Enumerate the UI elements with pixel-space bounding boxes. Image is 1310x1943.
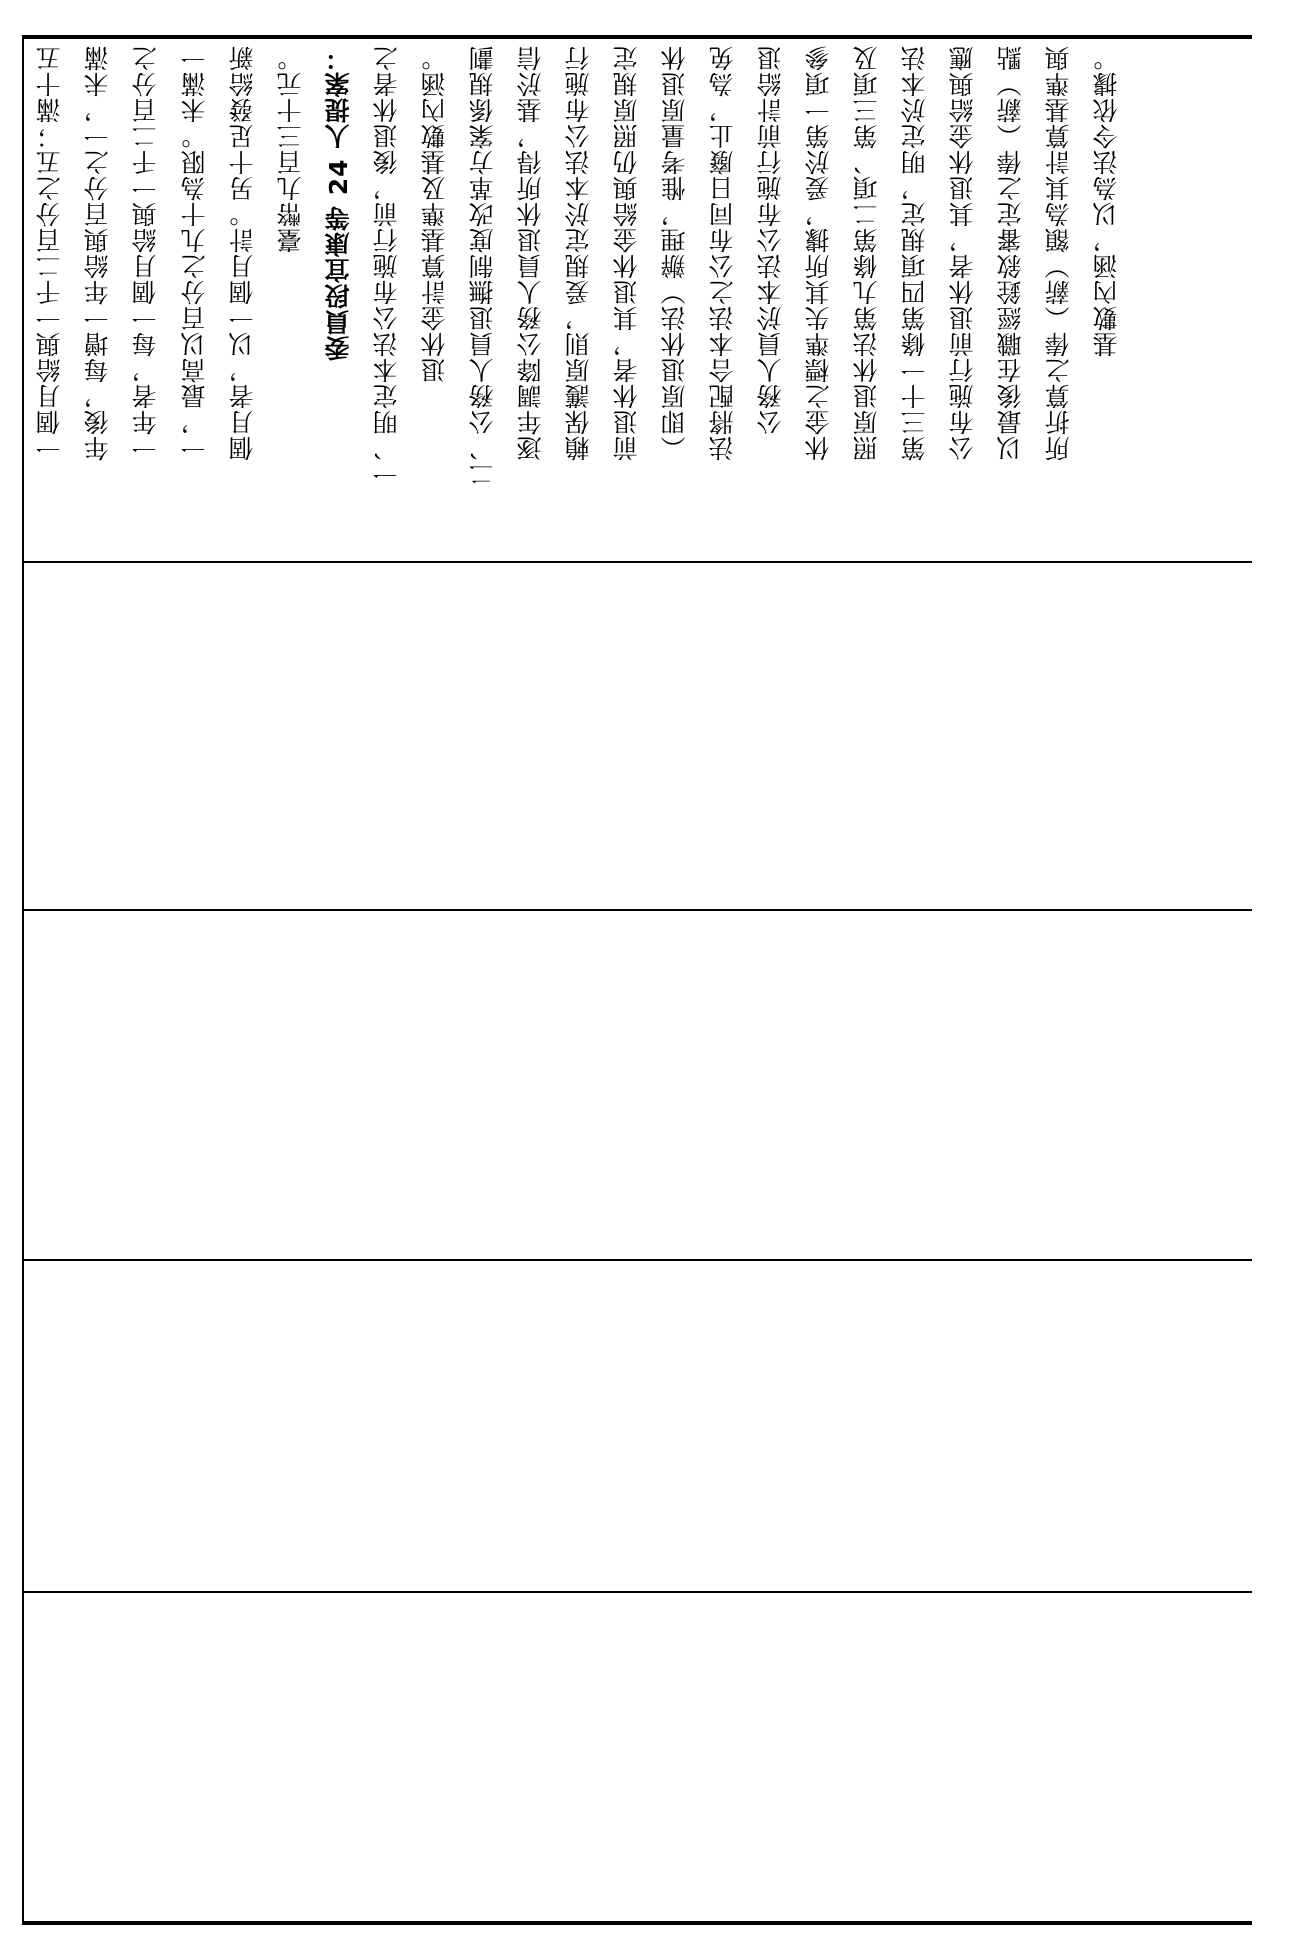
- text-column: 公務人員於本法公布施行前計給退: [756, 45, 785, 435]
- text-column: 退休金計算基準及基數內涵。: [420, 45, 449, 383]
- text-column: 前退休者，其退休金給與仍照原規定: [612, 45, 641, 461]
- table-bottom-border: [22, 1921, 1252, 1925]
- text-column: 逐年調降公務人員退休所得，基於信: [516, 45, 545, 461]
- table-top-border: [22, 35, 1252, 39]
- text-column: 法將配合本法之公布同日廢止，為免: [708, 45, 737, 461]
- text-column: 休金之標準失其所據，爰於第一項參: [804, 45, 833, 461]
- text-column: 一個月給與一千二百分之五；滿十五: [35, 45, 64, 461]
- text-column: 基數內涵，以為法令依據。: [1092, 45, 1121, 357]
- text-column: 臺幣九百三十元。: [276, 45, 305, 253]
- text-column: 以最後在職經銓敘審定之俸（薪）點: [996, 45, 1025, 461]
- row-divider: [22, 1591, 1252, 1593]
- text-column: 一年者，每一個月給與一千二百分之: [131, 45, 160, 461]
- text-column: 年後，每增一年給與百分之一，未滿: [83, 45, 112, 461]
- table-left-border: [22, 35, 24, 1925]
- row-divider: [22, 909, 1252, 911]
- text-column: 第三十一條第四項規定，明定於本法: [900, 45, 929, 461]
- text-column: 賴保護原則，爰規定於本法公布施行: [564, 45, 593, 461]
- text-column: 二、公務人員退撫制度改革方案係規劃: [468, 45, 497, 487]
- row-divider: [22, 1259, 1252, 1261]
- text-column: 公布施行前退休者，其退休金給與應: [948, 45, 977, 461]
- text-column: 一，最高以百分之九十為限。未滿一: [180, 45, 209, 461]
- text-column: 個月者，以一個月計。另十足發給新: [228, 45, 257, 461]
- text-column: 所折算之俸（薪）額為其計算基準與: [1044, 45, 1073, 461]
- text-column: 一、明定本法公布施行前，後退休者之: [372, 45, 401, 487]
- text-column: 照原退休法第九條第二項、第三項及: [852, 45, 881, 461]
- text-column: （即原退休法）辦理，惟考量原退休: [660, 45, 689, 461]
- row-divider: [22, 561, 1252, 563]
- proposal-cell: [34, 45, 1244, 555]
- proposal-heading: 委員段宜康等 24 人提案：: [324, 45, 353, 362]
